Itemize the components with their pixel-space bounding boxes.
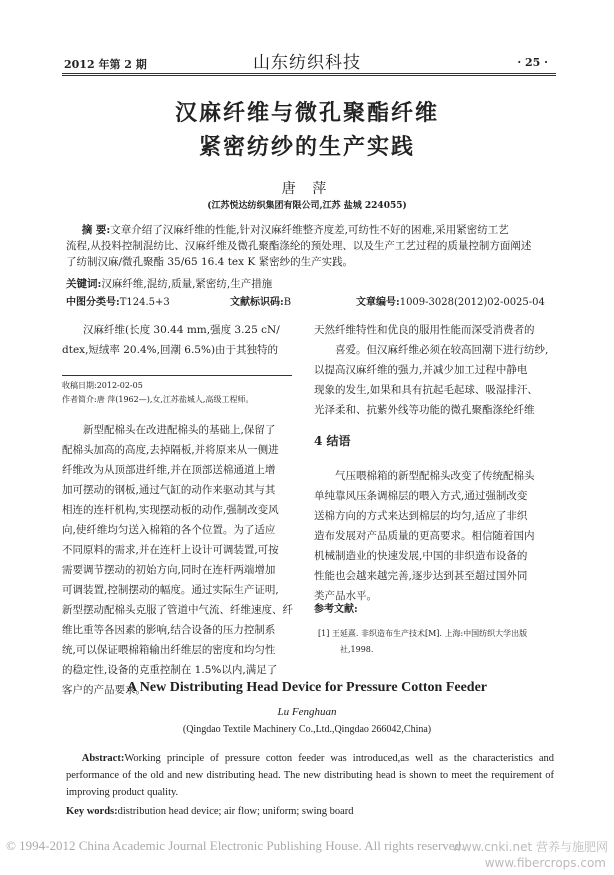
body-line: 造布发展对产品质量的更高要求。相信随着国内 [314, 530, 535, 542]
body-line: 的稳定性,设备的克重控制在 1.5%以内,满足了 [62, 664, 278, 676]
watermark-2: www.fibercrops.com [484, 856, 606, 870]
journal-name: 山东纺织科技 [253, 53, 361, 73]
clc-number: 中图分类号:T124.5+3 [66, 297, 170, 308]
abstract-label: 摘 要: [81, 224, 111, 236]
body-line: 向,使纤维均匀送入棉箱的各个位置。为了适应 [62, 524, 276, 536]
english-abstract-text: Working principle of pressure cotton feeder was introduced,as well as the characteristics and performance of the old and new distributing head. The new distributing head is shown to meet the requirement of improving product quality. [66, 753, 554, 798]
left-intro [62, 320, 302, 360]
body-line: 统,可以保证喂棉箱输出纤维层的密度和均匀性 [62, 644, 276, 656]
section-heading-conclusion: 4 结语 [314, 434, 351, 448]
body-line: 现象的发生,如果和具有抗起毛起球、吸湿排汗、 [314, 384, 538, 396]
english-keywords [66, 806, 354, 817]
header-rule [62, 73, 556, 74]
keywords [66, 276, 272, 291]
article-title-line1: 汉麻纤维与微孔聚酯纤维 [174, 100, 439, 126]
article-author: 唐 萍 [281, 181, 333, 197]
body-line: 气压喂棉箱的新型配棉头改变了传统配棉头 [335, 470, 535, 482]
body-line: 相连的连杆机构,实现摆动板的动作,强制改变风 [62, 504, 279, 516]
issue-label: 2012 年第 2 期 [64, 58, 147, 71]
conclusion [314, 466, 554, 606]
body-line: 配棉头加高的高度,去掉隔板,并将原来从一侧进 [62, 444, 279, 456]
body-line: 加可摆动的钢板,通过气缸的动作来驱动其与其 [62, 484, 276, 496]
body-line: 性能也会越来越完善,逐步达到甚至超过国外同 [314, 570, 528, 582]
english-title: A New Distributing Head Device for Pressure Cotton Feeder [126, 680, 488, 695]
doc-code: 文献标识码:B [230, 297, 292, 308]
english-author: Lu Fenghuan [277, 706, 337, 718]
body-line: 类产品水平。 [314, 590, 377, 602]
footnote-rule [62, 375, 292, 376]
footnote-received: 收稿日期:2012-02-05 [62, 381, 143, 390]
keywords-text: 汉麻纤维,混纺,质量,紧密纺,生产措施 [101, 278, 273, 290]
body-line: 光泽柔和、抗紫外线等功能的微孔聚酯涤纶纤维 [314, 404, 535, 416]
body-line: 新型配棉头在改进配棉头的基础上,保留了 [83, 424, 276, 436]
abstract [66, 222, 554, 270]
body-line: 纤维改为从顶部进纤维,并在顶部送棉通道上增 [62, 464, 276, 476]
references-heading: 参考文献: [314, 604, 358, 615]
body-line: 需要调节摆动的初始方向,同时在连杆两端增加 [62, 564, 276, 576]
intro-line-2: dtex,短绒率 20.4%,回潮 6.5%)由于其独特的 [62, 344, 279, 356]
intro-line-1: 汉麻纤维(长度 30.44 mm,强度 3.25 cN/ [83, 324, 280, 336]
english-abstract-label: Abstract: [81, 753, 125, 764]
body-line: 可调装置,控制摆动的幅度。通过实际生产证明, [62, 584, 279, 596]
body-line: 单纯靠风压条调棉层的喂入方式,通过强制改变 [314, 490, 528, 502]
article-number: 文章编号:1009-3028(2012)02-0025-04 [356, 297, 545, 308]
abstract-line-3: 了纺制汉麻/微孔聚酯 35/65 16.4 tex K 紧密纱的生产实践。 [66, 256, 354, 268]
english-abstract [66, 750, 554, 801]
body-line: 不同原料的需求,并在连杆上设计可调装置,可按 [62, 544, 279, 556]
page-number: · 25 · [517, 56, 548, 69]
copyright-footer: © 1994-2012 China Academic Journal Electronic Publishing House. All rights reserved. [6, 838, 465, 853]
abstract-line-1: 摘 要:文章介绍了汉麻纤维的性能,针对汉麻纤维整齐度差,可纺性不好的困难,采用紧密纺工艺 [81, 224, 509, 236]
body-line: 新型摆动配棉头克服了管道中气流、纤维速度、纤 [62, 604, 293, 616]
reference-1: [1] 王延熹. 非织造布生产技术[M]. 上海:中国纺织大学出版 社,1998. [318, 629, 528, 654]
body-line: 维比重等各因素的影响,结合设备的压力控制系 [62, 624, 276, 636]
right-top [314, 320, 554, 420]
article-title-line2: 紧密纺纱的生产实践 [198, 134, 415, 160]
english-keywords-label: Key words: [66, 806, 118, 817]
keywords-label: 关键词: [66, 278, 102, 290]
abstract-line-2: 流程,从投料控制混纺比、汉麻纤维及微孔聚酯涤纶的预处理、以及生产工艺过程的质量控制方面阐述 [66, 240, 532, 252]
body-line: 机械制造业的快速发展,中国的非织造布设备的 [314, 550, 528, 562]
english-affiliation: (Qingdao Textile Machinery Co.,Ltd.,Qingdao 266042,China) [182, 724, 432, 735]
body-line: 天然纤维特性和优良的服用性能而深受消费者的 [314, 324, 535, 336]
header-rule-2 [62, 75, 556, 76]
body-line: 喜爱。但汉麻纤维必须在较高回潮下进行纺纱, [335, 344, 549, 356]
body-line: 以提高汉麻纤维的强力,并减少加工过程中静电 [314, 364, 528, 376]
left-body [62, 420, 302, 700]
body-line: 送棉方向的方式来达到棉层的均匀,适应了非织 [314, 510, 528, 522]
footnote-author: 作者简介:唐 萍(1962—),女,江苏盐城人,高级工程师。 [62, 395, 254, 404]
watermark: www.cnki.net 营养与施肥网 [452, 840, 608, 854]
body-line: 客户的产品要求。 [62, 684, 146, 696]
english-keywords-text: distribution head device; air flow; uniform; swing board [117, 806, 354, 817]
article-affiliation: (江苏悦达纺织集团有限公司,江苏 盐城 224055) [207, 201, 407, 211]
